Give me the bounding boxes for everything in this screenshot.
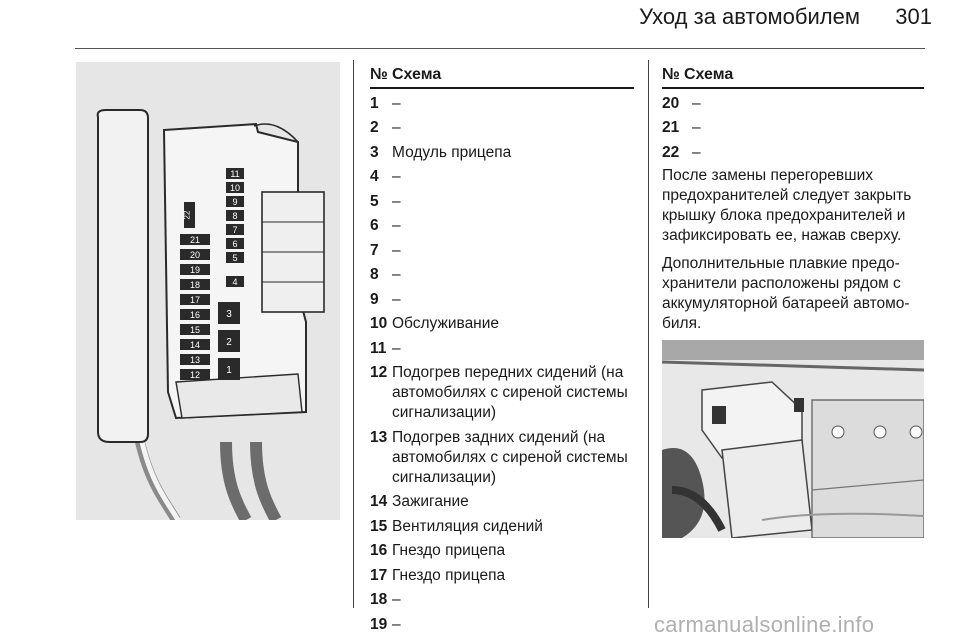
fuse-description: Вентиляция сидений (392, 517, 543, 535)
table-row (370, 118, 634, 138)
battery-fuse-illustration (662, 340, 924, 538)
fuse-label: 15 (189, 325, 201, 335)
table-row (370, 94, 634, 114)
table-header (370, 66, 634, 89)
fuse-number: 15 (370, 517, 388, 535)
fuse-description: Обслуживание (392, 315, 500, 332)
fuse-description: – (392, 119, 401, 136)
fuse-description: – (692, 94, 701, 112)
fuse-label: 10 (229, 183, 241, 193)
fuse-description: Подогрев задних сидений (на автомобилях с сиреной системы сигнализации) (392, 428, 628, 486)
table-row (370, 290, 634, 310)
fuse-label: 5 (232, 253, 238, 263)
table-row (370, 241, 634, 261)
fuse-description: – (692, 143, 701, 161)
fuse-number: 13 (370, 428, 388, 446)
watermark: carmanualsonline.info (654, 612, 875, 637)
fuse-description: – (392, 290, 401, 308)
fuse-description: Гнездо прицепа (392, 542, 506, 559)
fuse-description: Зажигание (392, 493, 469, 510)
table-row (370, 615, 634, 635)
fuse-number: 22 (662, 143, 680, 161)
table-header (662, 66, 924, 89)
fuse-description: – (392, 591, 401, 608)
col-num-header: № (370, 66, 388, 83)
table-row (370, 265, 634, 285)
fuse-label: 14 (189, 340, 201, 350)
fuse-number: 12 (370, 364, 388, 381)
fuse-number: 21 (662, 119, 680, 136)
column-divider (353, 60, 354, 608)
fuse-description: – (392, 217, 401, 234)
fuse-number: 10 (370, 315, 388, 332)
fuse-number: 6 (370, 217, 379, 234)
fuse-label: 2 (226, 337, 232, 348)
fuse-description: – (692, 119, 701, 136)
table-row (370, 492, 634, 512)
column-divider (648, 60, 649, 608)
fuse-label: 3 (226, 309, 232, 320)
table-row (662, 94, 924, 114)
fuse-label: 1 (226, 365, 232, 376)
table-row (370, 216, 634, 236)
fuse-number: 17 (370, 566, 388, 584)
fuse-description: – (392, 266, 401, 283)
paragraph-additional-fuses: Дополнительные плавкие предо- хранители расположены рядом с аккумуляторной батареей автомо- биля. (662, 255, 910, 332)
fuse-number: 16 (370, 542, 388, 559)
fuse-number: 19 (370, 615, 388, 633)
fuse-label: 8 (232, 211, 238, 221)
fuse-box-illustration (76, 62, 340, 520)
fuse-table-1 (370, 66, 634, 635)
table-row (370, 517, 634, 537)
table-row (370, 363, 634, 423)
fuse-label: 22 (182, 210, 192, 220)
fuse-label: 17 (189, 295, 201, 305)
table-row (370, 314, 634, 334)
fuse-number: 11 (370, 339, 387, 357)
fuse-description: – (392, 94, 401, 112)
fuse-table-2 (662, 66, 924, 163)
fuse-description: Гнездо прицепа (392, 566, 506, 584)
fuse-label: 6 (232, 239, 238, 249)
fuse-label: 19 (189, 265, 201, 275)
table-row (370, 566, 634, 586)
fuse-number: 9 (370, 290, 379, 308)
fuse-label: 21 (189, 235, 201, 245)
fuse-number: 18 (370, 591, 388, 608)
fuse-number: 14 (370, 493, 388, 510)
fuse-description: – (392, 192, 401, 210)
col-num-header: № (662, 66, 680, 83)
fuse-label: 20 (189, 250, 201, 260)
table-row (370, 167, 634, 187)
header-title: Уход за автомобилем (639, 4, 860, 29)
fuse-number: 5 (370, 192, 379, 210)
fuse-label: 13 (189, 355, 201, 365)
fuse-number: 1 (370, 94, 379, 112)
page-number: 301 (895, 4, 932, 29)
table-row (370, 192, 634, 212)
fuse-label: 9 (232, 197, 238, 207)
table-row (662, 143, 924, 163)
fuse-number: 8 (370, 266, 379, 283)
fuse-description: – (392, 241, 401, 259)
fuse-number: 2 (370, 119, 379, 136)
table-row (370, 428, 634, 488)
fuse-label: 12 (189, 370, 201, 380)
fuse-description: Подогрев передних сидений (на автомобилях с сиреной системы сигнализации) (392, 364, 628, 421)
fuse-label: 18 (189, 280, 201, 290)
table-row (370, 541, 634, 561)
fuse-description: – (392, 615, 401, 633)
fuse-number: 3 (370, 143, 379, 161)
table-row (370, 590, 634, 610)
fuse-description: – (392, 339, 401, 357)
table-row (370, 339, 634, 359)
fuse-label: 7 (232, 225, 238, 235)
table-row (662, 118, 924, 138)
col-desc-header: Схема (684, 66, 734, 83)
fuse-label: 4 (232, 277, 238, 287)
fuse-description: Модуль прицепа (392, 143, 512, 161)
header-rule (75, 48, 925, 49)
col-desc-header: Схема (392, 66, 442, 83)
paragraph-replace-fuses: После замены перегоревших предохранителей следует закрыть крышку блока предохранителей и зафиксировать ее, нажав сверху. (662, 167, 912, 244)
fuse-number: 7 (370, 241, 379, 259)
fuse-number: 4 (370, 168, 379, 185)
fuse-number: 20 (662, 94, 680, 112)
table-row (370, 143, 634, 163)
fuse-label: 16 (189, 310, 201, 320)
fuse-description: – (392, 168, 401, 185)
fuse-label: 11 (230, 169, 240, 179)
